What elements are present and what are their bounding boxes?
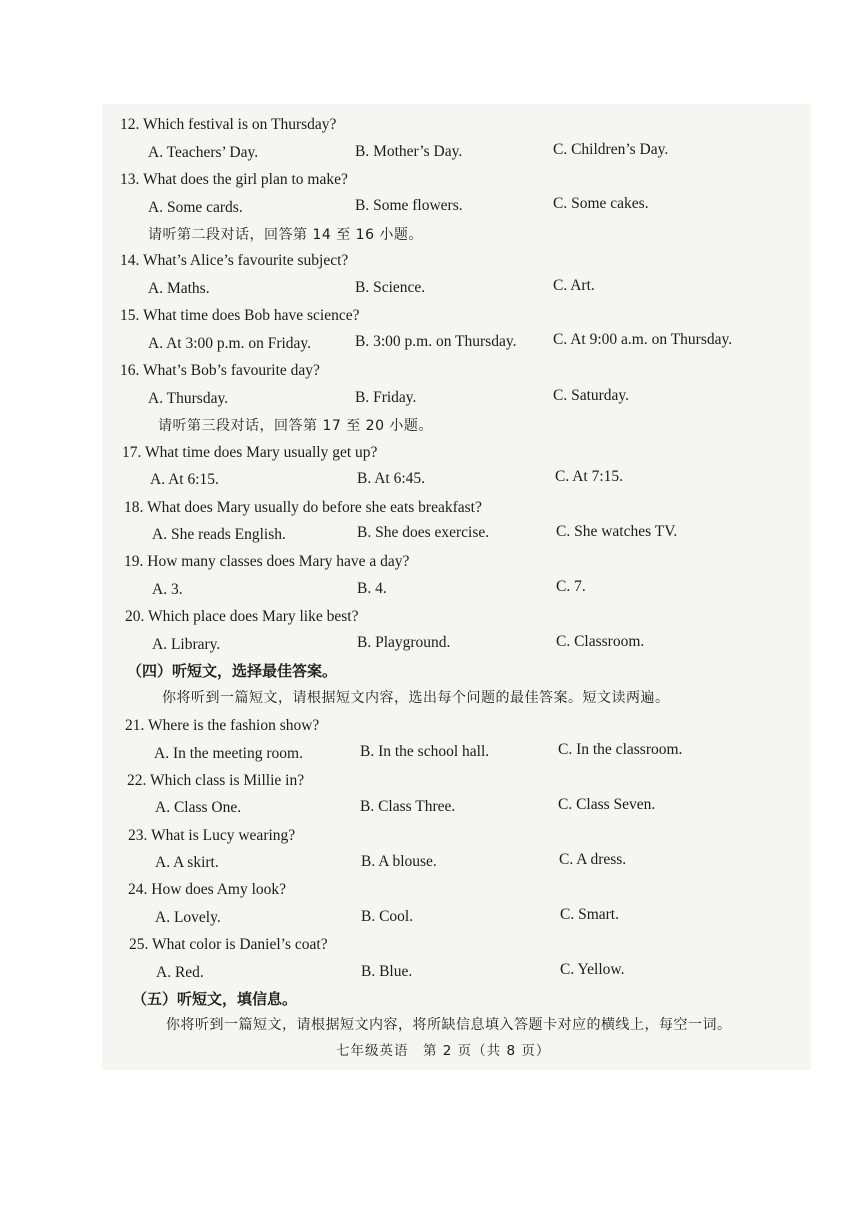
q22-option-b: B. Class Three.	[360, 798, 456, 815]
q16-option-a: A. Thursday.	[148, 390, 229, 407]
q18-option-c: C. She watches TV.	[556, 523, 678, 540]
q12-option-b: B. Mother’s Day.	[355, 143, 463, 160]
question-15-stem: 15. What time does Bob have science?	[120, 307, 360, 324]
q21-option-b: B. In the school hall.	[360, 743, 490, 760]
q12-option-c: C. Children’s Day.	[553, 141, 669, 158]
q16-option-c: C. Saturday.	[553, 387, 630, 404]
question-23-stem: 23. What is Lucy wearing?	[128, 827, 296, 844]
q14-option-b: B. Science.	[355, 279, 426, 296]
question-16-stem: 16. What’s Bob’s favourite day?	[120, 362, 320, 379]
question-18-stem: 18. What does Mary usually do before she eats breakfast?	[124, 499, 482, 516]
q14-option-c: C. Art.	[553, 277, 595, 294]
q12-option-a: A. Teachers’ Day.	[148, 144, 259, 161]
q16-option-b: B. Friday.	[355, 389, 417, 406]
page-footer: 七年级英语 第 2 页（共 8 页）	[336, 1043, 551, 1059]
part-4-description: 你将听到一篇短文，请根据短文内容，选出每个问题的最佳答案。短文读两遍。	[162, 690, 670, 706]
part-4-heading: （四）听短文，选择最佳答案。	[127, 662, 338, 680]
q23-option-b: B. A blouse.	[361, 853, 437, 870]
q17-option-c: C. At 7:15.	[555, 468, 624, 485]
q21-option-c: C. In the classroom.	[558, 741, 683, 758]
q13-option-c: C. Some cakes.	[553, 195, 649, 212]
q22-option-c: C. Class Seven.	[558, 796, 656, 813]
q19-option-b: B. 4.	[357, 580, 387, 597]
part-5-heading: （五）听短文，填信息。	[132, 990, 298, 1008]
q14-option-a: A. Maths.	[148, 280, 210, 297]
q13-option-b: B. Some flowers.	[355, 197, 463, 214]
question-24-stem: 24. How does Amy look?	[128, 881, 287, 898]
question-20-stem: 20. Which place does Mary like best?	[125, 608, 359, 625]
q15-option-a: A. At 3:00 p.m. on Friday.	[148, 335, 312, 352]
q18-option-b: B. She does exercise.	[357, 524, 490, 541]
question-12-stem: 12. Which festival is on Thursday?	[120, 116, 337, 133]
q25-option-a: A. Red.	[156, 964, 204, 981]
q17-option-b: B. At 6:45.	[357, 470, 426, 487]
q15-option-b: B. 3:00 p.m. on Thursday.	[355, 333, 517, 350]
q24-option-c: C. Smart.	[560, 906, 619, 923]
question-19-stem: 19. How many classes does Mary have a day?	[124, 553, 410, 570]
part-5-description: 你将听到一篇短文，请根据短文内容，将所缺信息填入答题卡对应的横线上，每空一词。	[166, 1017, 732, 1033]
question-21-stem: 21. Where is the fashion show?	[125, 717, 320, 734]
q15-option-c: C. At 9:00 a.m. on Thursday.	[553, 331, 733, 348]
q17-option-a: A. At 6:15.	[150, 471, 219, 488]
q22-option-a: A. Class One.	[155, 799, 242, 816]
dialogue-2-instruction: 请听第二段对话，回答第 14 至 16 小题。	[148, 227, 423, 243]
q23-option-c: C. A dress.	[559, 851, 627, 868]
q21-option-a: A. In the meeting room.	[154, 745, 303, 762]
question-25-stem: 25. What color is Daniel’s coat?	[129, 936, 328, 953]
question-13-stem: 13. What does the girl plan to make?	[120, 171, 348, 188]
q13-option-a: A. Some cards.	[148, 199, 243, 216]
q25-option-b: B. Blue.	[361, 963, 413, 980]
dialogue-3-instruction: 请听第三段对话，回答第 17 至 20 小题。	[158, 418, 433, 434]
q24-option-a: A. Lovely.	[155, 909, 221, 926]
q25-option-c: C. Yellow.	[560, 961, 625, 978]
q20-option-a: A. Library.	[152, 636, 221, 653]
q18-option-a: A. She reads English.	[152, 526, 286, 543]
question-14-stem: 14. What’s Alice’s favourite subject?	[120, 252, 349, 269]
q20-option-b: B. Playground.	[357, 634, 451, 651]
question-17-stem: 17. What time does Mary usually get up?	[122, 444, 378, 461]
q20-option-c: C. Classroom.	[556, 633, 645, 650]
q19-option-c: C. 7.	[556, 578, 586, 595]
q24-option-b: B. Cool.	[361, 908, 414, 925]
q23-option-a: A. A skirt.	[155, 854, 219, 871]
q19-option-a: A. 3.	[152, 581, 183, 598]
question-22-stem: 22. Which class is Millie in?	[127, 772, 305, 789]
